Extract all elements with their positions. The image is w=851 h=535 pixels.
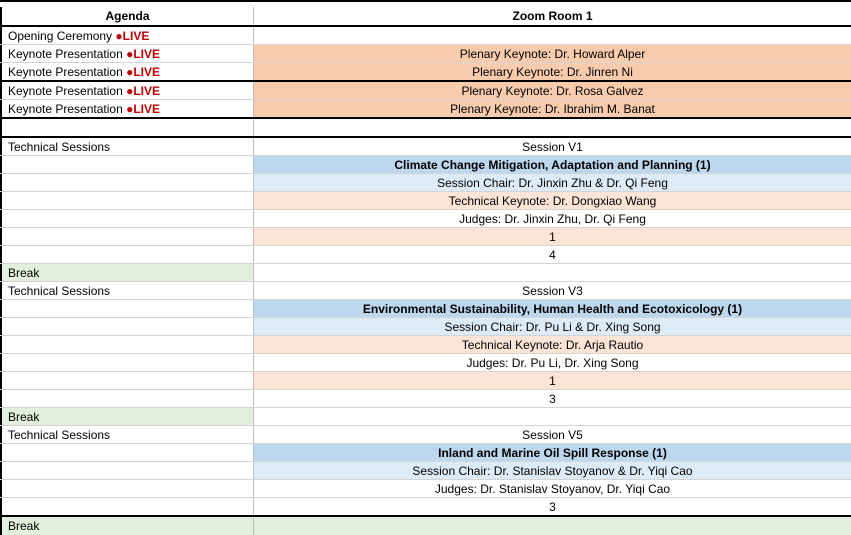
live-indicator [126,84,160,98]
zoom-room-header[interactable]: Zoom Room 1 [512,9,593,23]
table-row [0,119,851,137]
table-row [0,174,851,192]
agenda-cell[interactable]: Technical Sessions [0,138,254,156]
agenda-cell[interactable] [0,444,254,462]
table-row [0,480,851,498]
live-label: LIVE [133,102,161,116]
agenda-cell[interactable] [0,228,254,246]
table-row [0,246,851,264]
table-row [0,100,851,118]
live-label: LIVE [122,29,150,43]
count-cell[interactable]: 4 [549,248,556,262]
count-cell[interactable]: 1 [254,228,851,246]
agenda-cell[interactable] [0,246,254,264]
judges-cell[interactable]: Judges: Dr. Stanislav Stoyanov, Dr. Yiqi Cao [434,482,671,496]
agenda-cell[interactable] [0,300,254,318]
live-indicator [115,29,149,43]
table-row [0,426,851,444]
live-label: LIVE [133,47,161,61]
table-row [0,63,851,81]
agenda-cell[interactable] [0,82,254,100]
header-row [0,7,851,25]
table-row [0,462,851,480]
table-row [0,264,851,282]
technical-keynote-cell[interactable]: Technical Keynote: Dr. Arja Rautio [254,336,851,354]
session-cell[interactable]: Session V5 [522,428,583,442]
table-row [0,27,851,45]
agenda-header[interactable]: Agenda [0,7,254,25]
session-chair-cell[interactable]: Session Chair: Dr. Pu Li & Dr. Xing Song [254,318,851,336]
table-row [0,408,851,426]
session-title-cell[interactable]: Environmental Sustainability, Human Health and Ecotoxicology (1) [254,300,851,318]
break-cell[interactable]: Break [0,264,254,282]
session-chair-cell[interactable]: Session Chair: Dr. Jinxin Zhu & Dr. Qi Feng [254,174,851,192]
count-cell[interactable]: 3 [549,500,556,514]
table-row [0,210,851,228]
agenda-cell[interactable]: Technical Sessions [0,426,254,444]
agenda-cell[interactable] [0,45,254,63]
table-row [0,318,851,336]
live-label: LIVE [133,65,161,79]
room-cell[interactable] [254,27,851,45]
judges-cell[interactable]: Judges: Dr. Pu Li, Dr. Xing Song [466,356,639,370]
technical-keynote-cell[interactable]: Technical Keynote: Dr. Dongxiao Wang [254,192,851,210]
break-cell[interactable]: Break [0,408,254,426]
agenda-cell[interactable] [0,336,254,354]
table-row [0,156,851,174]
agenda-cell[interactable] [0,390,254,408]
live-dot-icon: ● [126,102,134,116]
table-row [0,45,851,63]
agenda-label: Opening Ceremony [8,29,113,43]
agenda-cell[interactable] [0,27,254,45]
agenda-cell[interactable]: Technical Sessions [0,282,254,300]
agenda-cell[interactable] [0,318,254,336]
agenda-cell[interactable] [0,354,254,372]
judges-cell[interactable]: Judges: Dr. Jinxin Zhu, Dr. Qi Feng [459,212,646,226]
room-cell[interactable]: Plenary Keynote: Dr. Jinren Ni [254,63,851,81]
session-chair-cell[interactable]: Session Chair: Dr. Stanislav Stoyanov & Dr. Yiqi Cao [254,462,851,480]
agenda-cell[interactable] [0,156,254,174]
room-cell[interactable]: Plenary Keynote: Dr. Howard Alper [254,45,851,63]
live-indicator [126,47,160,61]
room-cell[interactable] [254,408,851,426]
agenda-cell[interactable] [0,100,254,118]
table-row [0,372,851,390]
live-indicator [126,65,160,79]
agenda-label: Keynote Presentation [8,84,123,98]
agenda-cell[interactable] [0,119,254,137]
room-cell[interactable]: Plenary Keynote: Dr. Ibrahim M. Banat [254,100,851,118]
agenda-cell[interactable] [0,498,254,516]
table-row [0,228,851,246]
table-row [0,138,851,156]
table-row [0,282,851,300]
agenda-cell[interactable] [0,372,254,390]
agenda-cell[interactable] [0,462,254,480]
table-row [0,192,851,210]
count-cell[interactable]: 3 [549,392,556,406]
session-cell[interactable]: Session V1 [522,140,583,154]
room-cell[interactable] [254,119,851,137]
table-row [0,300,851,318]
table-row [0,390,851,408]
break-cell[interactable]: Break [0,517,254,535]
count-cell[interactable]: 1 [254,372,851,390]
room-cell[interactable] [254,264,851,282]
table-row [0,82,851,100]
live-dot-icon: ● [126,65,134,79]
agenda-label: Keynote Presentation [8,102,123,116]
live-indicator [126,102,160,116]
agenda-cell[interactable] [0,63,254,81]
session-cell[interactable]: Session V3 [522,284,583,298]
agenda-cell[interactable] [0,192,254,210]
agenda-label: Keynote Presentation [8,65,123,79]
table-row [0,336,851,354]
agenda-cell[interactable] [0,174,254,192]
session-title-cell[interactable]: Climate Change Mitigation, Adaptation and Planning (1) [254,156,851,174]
table-row [0,354,851,372]
live-dot-icon: ● [115,29,123,43]
table-row [0,444,851,462]
live-dot-icon: ● [126,84,134,98]
table-row [0,498,851,516]
agenda-cell[interactable] [0,480,254,498]
agenda-cell[interactable] [0,210,254,228]
live-label: LIVE [133,84,161,98]
room-cell[interactable]: Plenary Keynote: Dr. Rosa Galvez [254,82,851,100]
session-title-cell[interactable]: Inland and Marine Oil Spill Response (1) [254,444,851,462]
live-dot-icon: ● [126,47,134,61]
agenda-label: Keynote Presentation [8,47,123,61]
